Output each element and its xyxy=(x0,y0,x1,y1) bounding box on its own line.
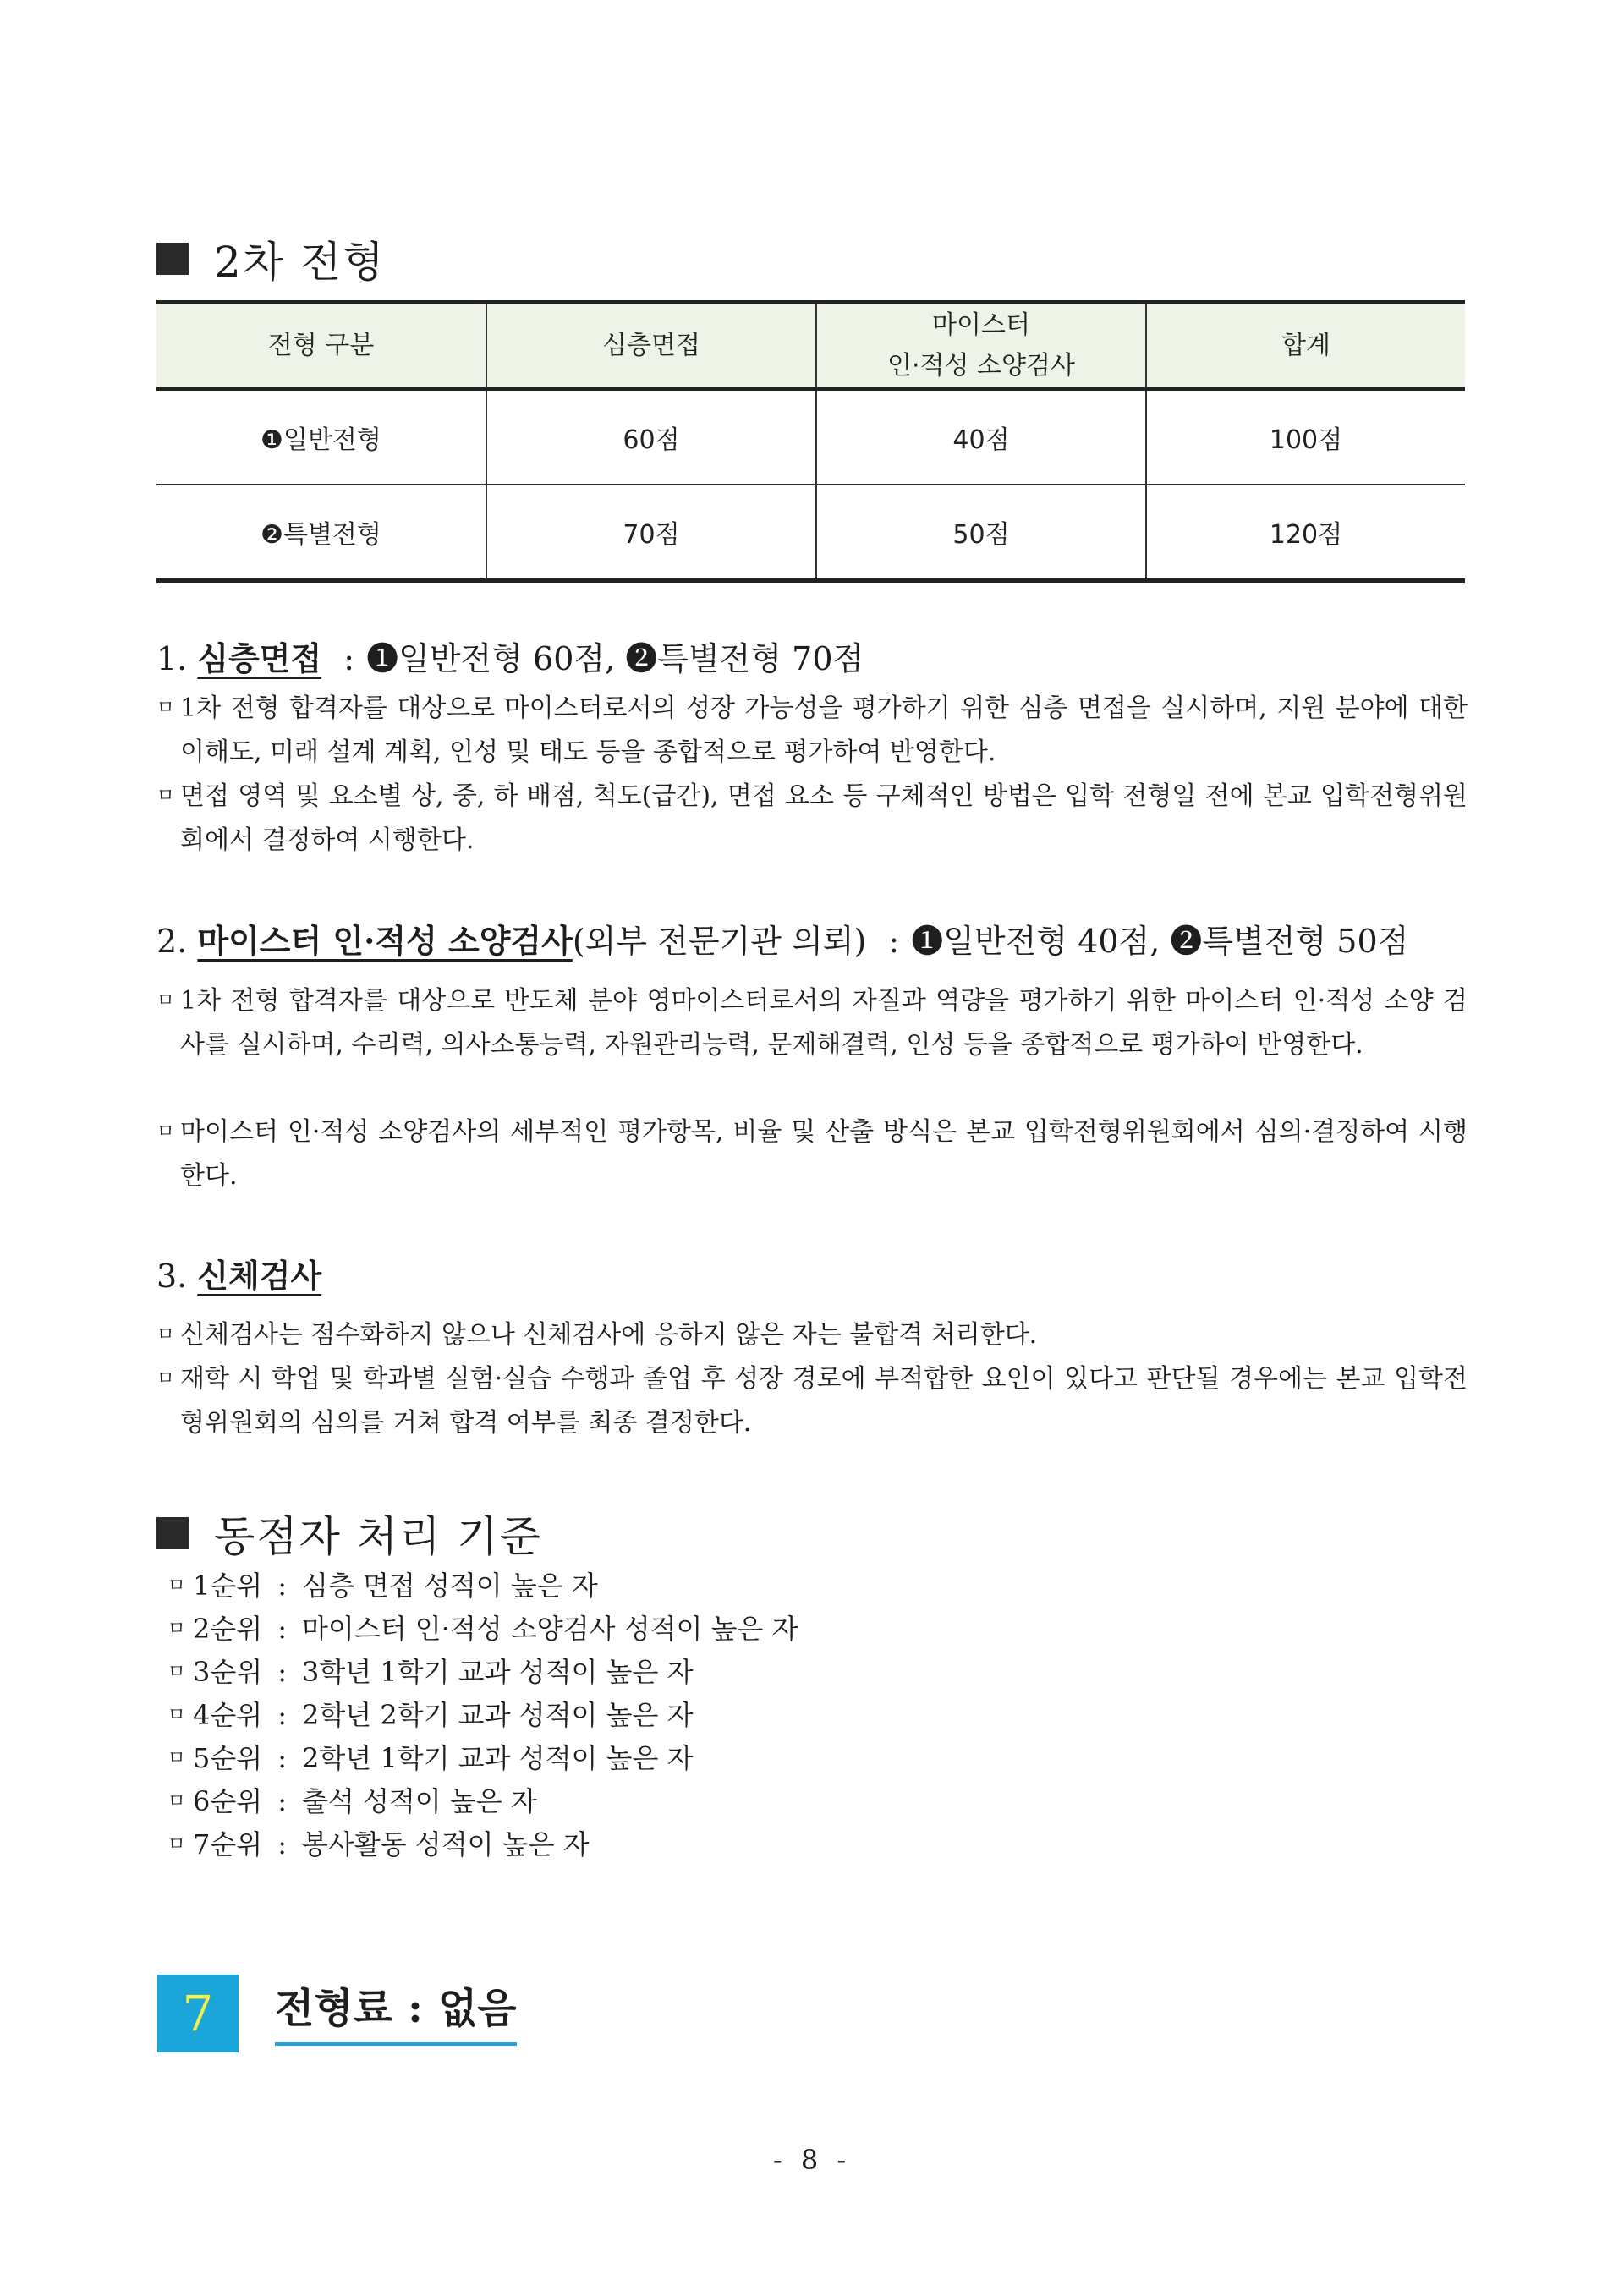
bullet-square-icon: ㅁ xyxy=(167,1662,186,1683)
fee-heading xyxy=(275,1975,517,2046)
rank-label: 7순위 xyxy=(193,1828,263,1860)
rank-text: 2학년 2학기 교과 성적이 높은 자 xyxy=(301,1699,694,1731)
fee-label: 전형료 xyxy=(275,1985,393,2032)
item-title-aptitude xyxy=(156,915,1408,962)
rank-text: 2학년 1학기 교과 성적이 높은 자 xyxy=(301,1742,694,1774)
bullet-text: 재학 시 학업 및 학과별 실험·실습 수행과 졸업 후 성장 경로에 부적합한 요인이 있다고 판단될 경우에는 본교 입학전형위원회의 심의를 거쳐 합격 여부를 최종 결정한다. xyxy=(180,1364,1468,1438)
list-item xyxy=(156,1110,1468,1198)
rank-label: 6순위 xyxy=(193,1785,263,1817)
table-cell: 60점 xyxy=(486,389,816,485)
item-colon: : xyxy=(888,923,900,960)
list-item xyxy=(167,1737,798,1780)
bullet-text: 1차 전형 합격자를 대상으로 마이스터로서의 성장 가능성을 평가하기 위한 심층 면접을 실시하며, 지원 분야에 대한 이해도, 미래 설계 계획, 인성 및 태도 등을 종합적으로 평가하여 반영한다. xyxy=(180,693,1468,767)
bullet-square-icon: ㅁ xyxy=(167,1705,186,1726)
list-item xyxy=(167,1564,798,1608)
table-row xyxy=(156,389,1465,485)
rank-label: 2순위 xyxy=(193,1613,263,1645)
score-table xyxy=(156,300,1465,583)
bullet-square-icon: ㅁ xyxy=(156,786,175,807)
table-cell: 40점 xyxy=(816,389,1146,485)
rank-colon: : xyxy=(277,1656,287,1688)
rank-colon: : xyxy=(277,1785,287,1817)
rank-text: 3학년 1학기 교과 성적이 높은 자 xyxy=(301,1656,694,1688)
fee-value: 없음 xyxy=(437,1985,517,2032)
square-bullet-icon xyxy=(156,1517,189,1549)
bullet-square-icon: ㅁ xyxy=(156,990,175,1011)
section-heading-text: 2차 전형 xyxy=(214,238,386,287)
bullet-text: 마이스터 인·적성 소양검사의 세부적인 평가항목, 비율 및 산출 방식은 본교 입학전형위원회에서 심의·결정하여 시행한다. xyxy=(180,1117,1468,1191)
bullet-square-icon: ㅁ xyxy=(167,1791,186,1812)
rank-text: 심층 면접 성적이 높은 자 xyxy=(301,1570,598,1602)
header-aptitude-test xyxy=(816,303,1146,390)
table-row xyxy=(156,485,1465,581)
bullet-square-icon: ㅁ xyxy=(156,698,175,719)
item-number: 1. xyxy=(156,640,188,677)
bullet-text: 면접 영역 및 요소별 상, 중, 하 배점, 척도(급간), 면접 요소 등 구체적인 방법은 입학 전형일 전에 본교 입학전형위원회에서 결정하여 시행한다. xyxy=(180,781,1468,855)
tie-break-list xyxy=(167,1564,798,1866)
table-cell: ❷특별전형 xyxy=(156,485,486,581)
item-title-interview xyxy=(156,633,864,679)
fee-colon: : xyxy=(408,1985,423,2032)
bullet-square-icon: ㅁ xyxy=(167,1748,186,1769)
rank-colon: : xyxy=(277,1570,287,1602)
item-number: 2. xyxy=(156,923,188,960)
item-name: 신체검사 xyxy=(197,1257,322,1295)
rank-label: 1순위 xyxy=(193,1570,263,1602)
table-header-row xyxy=(156,303,1465,390)
item-colon: : xyxy=(343,640,355,677)
rank-colon: : xyxy=(277,1613,287,1645)
item-detail: ❶일반전형 60점, ❷특별전형 70점 xyxy=(366,640,864,677)
item-suffix: (외부 전문기관 의뢰) xyxy=(572,923,867,960)
list-item xyxy=(156,1313,1468,1357)
table-cell: ❶일반전형 xyxy=(156,389,486,485)
bullet-square-icon: ㅁ xyxy=(167,1834,186,1855)
header-total: 합계 xyxy=(1281,331,1330,360)
list-item xyxy=(167,1651,798,1694)
bullet-square-icon: ㅁ xyxy=(156,1121,175,1143)
header-category: 전형 구분 xyxy=(156,303,486,390)
header-interview: 심층면접 xyxy=(486,303,816,390)
item-name: 심층면접 xyxy=(197,639,322,677)
section-heading-2nd-round xyxy=(156,228,386,289)
section-heading-tie-break xyxy=(156,1503,542,1564)
page-number: - 8 - xyxy=(772,2144,852,2176)
item-title-physical-exam xyxy=(156,1250,321,1296)
section-heading-text: 동점자 처리 기준 xyxy=(214,1512,542,1561)
rank-text: 마이스터 인·적성 소양검사 성적이 높은 자 xyxy=(301,1613,798,1645)
table-cell: 120점 xyxy=(1269,520,1343,550)
header-aptitude-line2: 인·적성 소양검사 xyxy=(887,351,1075,381)
table-cell: 50점 xyxy=(816,485,1146,581)
table-cell: 100점 xyxy=(1269,425,1343,455)
list-item xyxy=(167,1780,798,1823)
bullet-square-icon: ㅁ xyxy=(156,1324,175,1345)
rank-label: 3순위 xyxy=(193,1656,263,1688)
rank-text: 출석 성적이 높은 자 xyxy=(301,1785,537,1817)
list-item xyxy=(156,775,1468,863)
item-name: 마이스터 인·적성 소양검사 xyxy=(197,922,573,960)
item-detail: ❶일반전형 40점, ❷특별전형 50점 xyxy=(911,923,1409,960)
bullet-square-icon: ㅁ xyxy=(156,1368,175,1389)
list-item xyxy=(156,979,1468,1067)
list-item xyxy=(167,1694,798,1737)
bullet-text: 1차 전형 합격자를 대상으로 반도체 분야 영마이스터로서의 자질과 역량을 평가하기 위한 마이스터 인·적성 소양 검사를 실시하며, 수리력, 의사소통능력, 자원관리능력, 문제해결력, 인성 등을 종합적으로 평가하여 반영한다. xyxy=(180,986,1468,1060)
item-number: 3. xyxy=(156,1258,188,1295)
list-item xyxy=(156,687,1468,775)
list-item xyxy=(167,1823,798,1866)
rank-label: 4순위 xyxy=(193,1699,263,1731)
bullet-text: 신체검사는 점수화하지 않으나 신체검사에 응하지 않은 자는 불합격 처리한다. xyxy=(180,1320,1038,1350)
square-bullet-icon xyxy=(156,243,189,275)
bullet-square-icon: ㅁ xyxy=(167,1575,186,1597)
list-item xyxy=(167,1608,798,1651)
rank-colon: : xyxy=(277,1742,287,1774)
rank-colon: : xyxy=(277,1828,287,1860)
bullet-square-icon: ㅁ xyxy=(167,1619,186,1640)
section-number-box: 7 xyxy=(157,1975,239,2052)
rank-text: 봉사활동 성적이 높은 자 xyxy=(301,1828,590,1860)
header-aptitude-line1: 마이스터 xyxy=(932,310,1030,340)
table-cell: 70점 xyxy=(486,485,816,581)
list-item xyxy=(156,1357,1468,1445)
rank-label: 5순위 xyxy=(193,1742,263,1774)
rank-colon: : xyxy=(277,1699,287,1731)
